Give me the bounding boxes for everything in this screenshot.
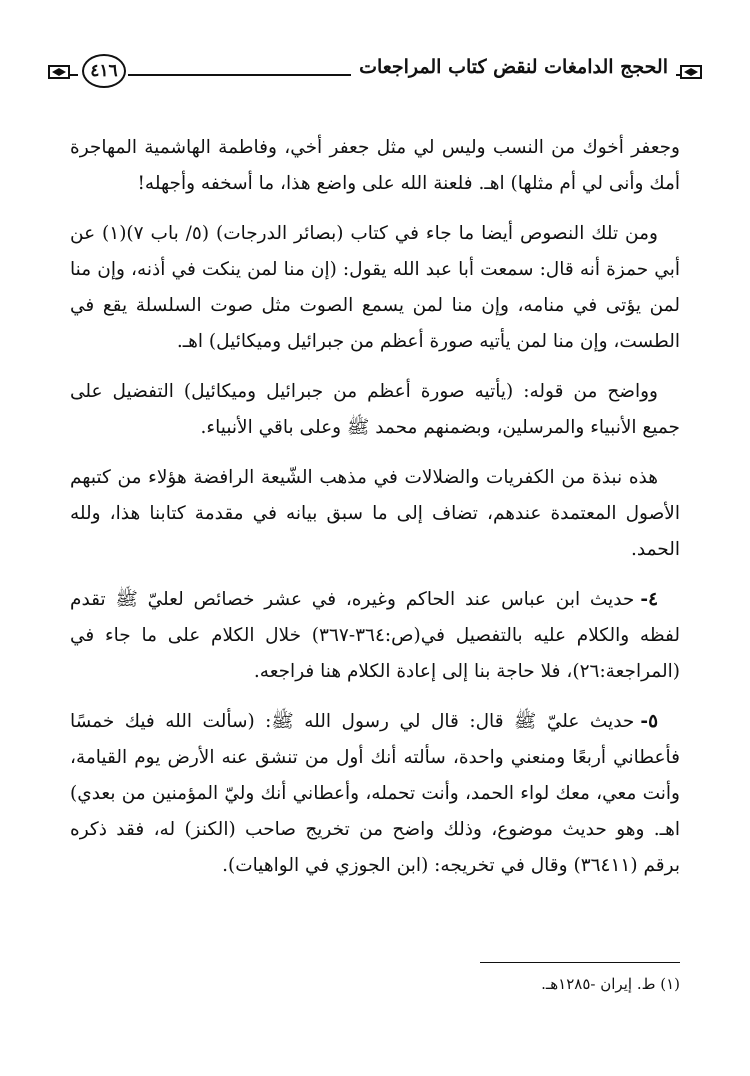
paragraph: وواضح من قوله: (يأتيه صورة أعظم من جبرائيل وميكائيل) التفضيل على جميع الأنبياء والمرسلين، وبضمنهم محمد ﷺ وعلى باقي الأنبياء. (70, 381, 680, 438)
page-header (48, 52, 702, 92)
numbered-item (70, 704, 680, 884)
item-text: حديث عليّ ﷺ قال: قال لي رسول الله ﷺ: (سألت الله فيك خمسًا فأعطاني أربعًا ومنعني واحدة، سألته أنك أول من تنشق عنه الأرض يوم القيامة، وأنت معي، معك لواء الحمد، وأنت تحمله، وأعطاني أنك وليّ المؤمنين من بعدي) اهـ. وهو حديث موضوع، وذلك واضح من تخريج صاحب (الكنز) له، فقد ذكره برقم (٣٦٤١١) وقال في تخريجه: (ابن الجوزي في الواهيات). (70, 711, 680, 876)
item-text: حديث ابن عباس عند الحاكم وغيره، في عشر خصائص لعليّ ﷺ تقدم لفظه والكلام عليه بالتفصيل في(ص:٣٦٤-٣٦٧) خلال الكلام على ما جاء في (المراجعة:٢٦)، فلا حاجة بنا إلى إعادة الكلام هنا فراجعه. (70, 589, 680, 682)
paragraph: ومن تلك النصوص أيضا ما جاء في كتاب (بصائر الدرجات) (٥/ باب ٧)(١) عن أبي حمزة أنه قال: سمعت أبا عبد الله يقول: (إن منا لمن ينكت في أذنه، وإن منا لمن يؤتى في منامه، وإن منا لمن يسمع الصوت مثل صوت السلسلة يقع في الطست، وإن منا لمن يأتيه صورة أعظم من جبرائيل وميكائيل) اهـ. (70, 223, 680, 352)
numbered-item (70, 582, 680, 690)
header-ornament-right-icon (680, 64, 702, 80)
page-number: ٤١٦ (82, 54, 126, 88)
footnote-divider (480, 962, 680, 963)
paragraph: وجعفر أخوك من النسب وليس لي مثل جعفر أخي، وفاطمة الهاشمية المهاجرة أمك وأنى لي أم مثلها) اهـ. فلعنة الله على واضع هذا، ما أسخفه وأجهله! (70, 137, 680, 194)
item-number: ٤- (640, 589, 658, 610)
main-text (70, 130, 680, 898)
header-ornament-left-icon (48, 64, 70, 80)
running-title: الحجج الدامغات لنقض كتاب المراجعات (351, 56, 676, 78)
item-number: ٥- (640, 711, 658, 732)
page-number-frame (78, 54, 128, 88)
paragraph: هذه نبذة من الكفريات والضلالات في مذهب الشّيعة الرافضة هؤلاء من كتبهم الأصول المعتمدة عندهم، تضاف إلى ما سبق بيانه في مقدمة كتابنا هذا، ولله الحمد. (70, 467, 680, 560)
footnote: (١) ط. إيران -١٢٨٥هـ. (541, 975, 680, 993)
